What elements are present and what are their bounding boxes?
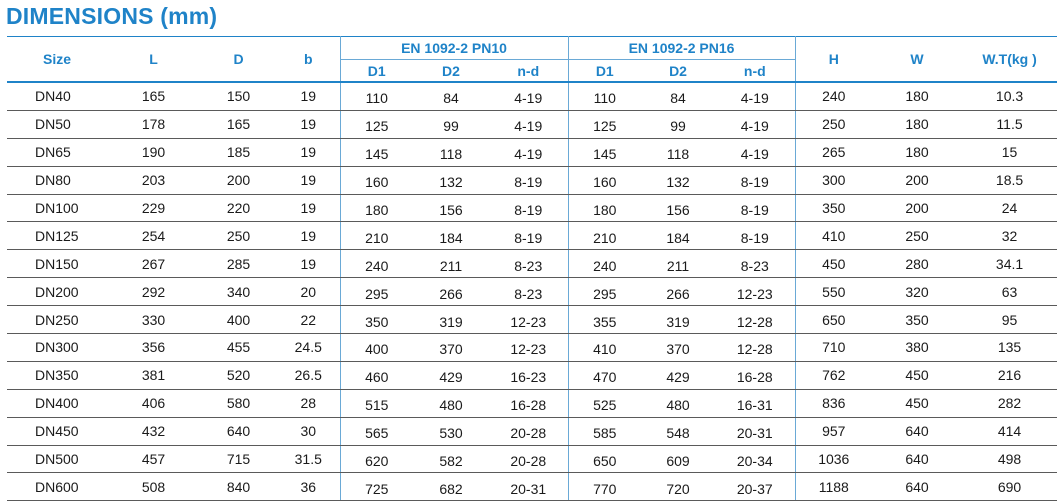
header-d: D bbox=[200, 37, 277, 83]
cell-pn16-d1: 160 bbox=[568, 166, 641, 194]
cell-pn16-d1: 240 bbox=[568, 250, 641, 278]
cell-size: DN80 bbox=[7, 166, 107, 194]
cell-b: 24.5 bbox=[277, 334, 340, 362]
table-row bbox=[7, 250, 1057, 278]
cell-pn16-d1: 470 bbox=[568, 361, 641, 389]
cell-pn10-d2: 582 bbox=[413, 445, 489, 473]
dimensions-table bbox=[7, 36, 1057, 501]
cell-pn10-nd: 4-19 bbox=[489, 82, 568, 110]
cell-b: 31.5 bbox=[277, 445, 340, 473]
table-row bbox=[7, 473, 1057, 501]
cell-wt: 18.5 bbox=[962, 166, 1057, 194]
cell-d: 520 bbox=[200, 361, 277, 389]
page-title: DIMENSIONS (mm) bbox=[6, 3, 218, 29]
cell-pn16-nd: 16-28 bbox=[715, 361, 795, 389]
cell-l: 356 bbox=[107, 334, 200, 362]
cell-pn16-d1: 410 bbox=[568, 334, 641, 362]
cell-h: 450 bbox=[795, 250, 872, 278]
cell-pn16-d2: 609 bbox=[641, 445, 715, 473]
cell-pn10-d2: 156 bbox=[413, 194, 489, 222]
cell-wt: 135 bbox=[962, 334, 1057, 362]
cell-h: 836 bbox=[795, 389, 872, 417]
cell-pn16-nd: 8-19 bbox=[715, 166, 795, 194]
cell-d: 840 bbox=[200, 473, 277, 501]
cell-pn10-d1: 725 bbox=[340, 473, 413, 501]
cell-w: 250 bbox=[872, 222, 962, 250]
table-row bbox=[7, 110, 1057, 138]
cell-pn10-d1: 240 bbox=[340, 250, 413, 278]
header-pn16: EN 1092-2 PN16 bbox=[568, 37, 795, 60]
cell-b: 19 bbox=[277, 222, 340, 250]
cell-b: 22 bbox=[277, 306, 340, 334]
cell-pn16-d2: 720 bbox=[641, 473, 715, 501]
cell-pn10-d2: 118 bbox=[413, 138, 489, 166]
cell-pn10-d2: 319 bbox=[413, 306, 489, 334]
cell-pn10-d1: 110 bbox=[340, 82, 413, 110]
cell-h: 957 bbox=[795, 417, 872, 445]
table-row bbox=[7, 222, 1057, 250]
cell-pn10-nd: 12-23 bbox=[489, 306, 568, 334]
cell-pn16-nd: 8-19 bbox=[715, 194, 795, 222]
cell-wt: 24 bbox=[962, 194, 1057, 222]
cell-d: 200 bbox=[200, 166, 277, 194]
cell-wt: 498 bbox=[962, 445, 1057, 473]
cell-pn10-d1: 565 bbox=[340, 417, 413, 445]
cell-l: 229 bbox=[107, 194, 200, 222]
cell-pn10-nd: 20-28 bbox=[489, 417, 568, 445]
cell-h: 1036 bbox=[795, 445, 872, 473]
cell-pn16-d2: 156 bbox=[641, 194, 715, 222]
cell-w: 350 bbox=[872, 306, 962, 334]
cell-h: 550 bbox=[795, 278, 872, 306]
cell-size: DN350 bbox=[7, 361, 107, 389]
cell-d: 640 bbox=[200, 417, 277, 445]
cell-l: 203 bbox=[107, 166, 200, 194]
cell-h: 1188 bbox=[795, 473, 872, 501]
cell-pn16-d1: 110 bbox=[568, 82, 641, 110]
cell-pn16-d2: 99 bbox=[641, 110, 715, 138]
cell-d: 150 bbox=[200, 82, 277, 110]
cell-pn10-nd: 4-19 bbox=[489, 138, 568, 166]
cell-pn16-nd: 20-31 bbox=[715, 417, 795, 445]
cell-pn10-d2: 184 bbox=[413, 222, 489, 250]
cell-pn10-d2: 266 bbox=[413, 278, 489, 306]
cell-w: 180 bbox=[872, 82, 962, 110]
header-wt: W.T(kg ) bbox=[962, 37, 1057, 83]
cell-pn10-d1: 515 bbox=[340, 389, 413, 417]
cell-pn16-nd: 12-23 bbox=[715, 278, 795, 306]
cell-w: 640 bbox=[872, 417, 962, 445]
cell-w: 180 bbox=[872, 110, 962, 138]
cell-h: 250 bbox=[795, 110, 872, 138]
cell-l: 178 bbox=[107, 110, 200, 138]
cell-w: 200 bbox=[872, 194, 962, 222]
cell-wt: 95 bbox=[962, 306, 1057, 334]
header-l: L bbox=[107, 37, 200, 83]
cell-pn16-d1: 770 bbox=[568, 473, 641, 501]
header-w: W bbox=[872, 37, 962, 83]
cell-wt: 414 bbox=[962, 417, 1057, 445]
cell-pn10-nd: 8-23 bbox=[489, 278, 568, 306]
cell-w: 200 bbox=[872, 166, 962, 194]
header-pn16-d1: D1 bbox=[568, 60, 641, 83]
cell-h: 300 bbox=[795, 166, 872, 194]
cell-pn10-d1: 620 bbox=[340, 445, 413, 473]
cell-pn10-d2: 84 bbox=[413, 82, 489, 110]
cell-b: 20 bbox=[277, 278, 340, 306]
cell-pn10-d2: 370 bbox=[413, 334, 489, 362]
cell-pn16-d2: 84 bbox=[641, 82, 715, 110]
cell-size: DN150 bbox=[7, 250, 107, 278]
cell-pn10-nd: 8-19 bbox=[489, 166, 568, 194]
cell-pn10-d2: 211 bbox=[413, 250, 489, 278]
cell-pn10-d1: 125 bbox=[340, 110, 413, 138]
cell-l: 432 bbox=[107, 417, 200, 445]
cell-pn16-nd: 4-19 bbox=[715, 110, 795, 138]
cell-pn10-nd: 12-23 bbox=[489, 334, 568, 362]
cell-l: 292 bbox=[107, 278, 200, 306]
table-row bbox=[7, 166, 1057, 194]
cell-pn16-nd: 16-31 bbox=[715, 389, 795, 417]
cell-h: 350 bbox=[795, 194, 872, 222]
cell-pn10-d1: 180 bbox=[340, 194, 413, 222]
cell-size: DN500 bbox=[7, 445, 107, 473]
header-b: b bbox=[277, 37, 340, 83]
cell-wt: 10.3 bbox=[962, 82, 1057, 110]
cell-pn10-d1: 350 bbox=[340, 306, 413, 334]
cell-pn16-d1: 180 bbox=[568, 194, 641, 222]
cell-d: 250 bbox=[200, 222, 277, 250]
header-pn10-nd: n-d bbox=[489, 60, 568, 83]
cell-h: 265 bbox=[795, 138, 872, 166]
header-pn10-d1: D1 bbox=[340, 60, 413, 83]
cell-l: 508 bbox=[107, 473, 200, 501]
cell-pn16-d2: 184 bbox=[641, 222, 715, 250]
cell-pn16-d1: 525 bbox=[568, 389, 641, 417]
cell-b: 28 bbox=[277, 389, 340, 417]
cell-pn16-d1: 295 bbox=[568, 278, 641, 306]
cell-size: DN300 bbox=[7, 334, 107, 362]
table-row bbox=[7, 417, 1057, 445]
header-size: Size bbox=[7, 37, 107, 83]
cell-pn16-d1: 355 bbox=[568, 306, 641, 334]
cell-pn10-d1: 460 bbox=[340, 361, 413, 389]
cell-pn10-d1: 295 bbox=[340, 278, 413, 306]
cell-wt: 15 bbox=[962, 138, 1057, 166]
cell-size: DN65 bbox=[7, 138, 107, 166]
cell-w: 450 bbox=[872, 389, 962, 417]
header-pn16-nd: n-d bbox=[715, 60, 795, 83]
cell-b: 36 bbox=[277, 473, 340, 501]
cell-pn16-d2: 211 bbox=[641, 250, 715, 278]
cell-b: 19 bbox=[277, 166, 340, 194]
cell-wt: 11.5 bbox=[962, 110, 1057, 138]
table-row bbox=[7, 361, 1057, 389]
cell-pn16-nd: 20-34 bbox=[715, 445, 795, 473]
table-row bbox=[7, 194, 1057, 222]
cell-pn16-nd: 12-28 bbox=[715, 334, 795, 362]
cell-size: DN400 bbox=[7, 389, 107, 417]
header-pn16-d2: D2 bbox=[641, 60, 715, 83]
cell-l: 381 bbox=[107, 361, 200, 389]
cell-b: 19 bbox=[277, 82, 340, 110]
cell-pn16-nd: 4-19 bbox=[715, 138, 795, 166]
cell-b: 26.5 bbox=[277, 361, 340, 389]
table-row bbox=[7, 334, 1057, 362]
cell-l: 190 bbox=[107, 138, 200, 166]
cell-wt: 63 bbox=[962, 278, 1057, 306]
cell-pn10-d2: 132 bbox=[413, 166, 489, 194]
cell-d: 165 bbox=[200, 110, 277, 138]
cell-pn10-nd: 8-19 bbox=[489, 194, 568, 222]
cell-l: 254 bbox=[107, 222, 200, 250]
table-row bbox=[7, 445, 1057, 473]
cell-pn10-d1: 145 bbox=[340, 138, 413, 166]
cell-pn10-d2: 429 bbox=[413, 361, 489, 389]
cell-b: 19 bbox=[277, 194, 340, 222]
cell-w: 320 bbox=[872, 278, 962, 306]
cell-pn10-nd: 16-28 bbox=[489, 389, 568, 417]
cell-h: 762 bbox=[795, 361, 872, 389]
header-h: H bbox=[795, 37, 872, 83]
cell-pn10-d1: 210 bbox=[340, 222, 413, 250]
header-pn10: EN 1092-2 PN10 bbox=[340, 37, 568, 60]
cell-size: DN450 bbox=[7, 417, 107, 445]
cell-d: 340 bbox=[200, 278, 277, 306]
cell-pn10-d1: 160 bbox=[340, 166, 413, 194]
cell-pn10-nd: 16-23 bbox=[489, 361, 568, 389]
cell-pn16-d2: 480 bbox=[641, 389, 715, 417]
cell-b: 19 bbox=[277, 250, 340, 278]
table-row bbox=[7, 389, 1057, 417]
cell-d: 400 bbox=[200, 306, 277, 334]
table-row bbox=[7, 138, 1057, 166]
cell-h: 650 bbox=[795, 306, 872, 334]
cell-pn16-d2: 548 bbox=[641, 417, 715, 445]
cell-wt: 34.1 bbox=[962, 250, 1057, 278]
cell-pn10-nd: 4-19 bbox=[489, 110, 568, 138]
cell-wt: 282 bbox=[962, 389, 1057, 417]
cell-size: DN600 bbox=[7, 473, 107, 501]
cell-size: DN40 bbox=[7, 82, 107, 110]
cell-pn10-d2: 530 bbox=[413, 417, 489, 445]
cell-pn16-d1: 585 bbox=[568, 417, 641, 445]
cell-pn10-d2: 99 bbox=[413, 110, 489, 138]
cell-d: 455 bbox=[200, 334, 277, 362]
cell-pn16-nd: 20-37 bbox=[715, 473, 795, 501]
cell-h: 410 bbox=[795, 222, 872, 250]
cell-pn10-nd: 8-19 bbox=[489, 222, 568, 250]
cell-pn16-d2: 132 bbox=[641, 166, 715, 194]
cell-pn16-d2: 370 bbox=[641, 334, 715, 362]
cell-d: 715 bbox=[200, 445, 277, 473]
cell-pn16-d2: 266 bbox=[641, 278, 715, 306]
cell-w: 180 bbox=[872, 138, 962, 166]
cell-pn16-d1: 145 bbox=[568, 138, 641, 166]
cell-pn16-nd: 4-19 bbox=[715, 82, 795, 110]
cell-l: 165 bbox=[107, 82, 200, 110]
table-row bbox=[7, 306, 1057, 334]
table-header bbox=[7, 37, 1057, 83]
cell-d: 580 bbox=[200, 389, 277, 417]
cell-wt: 216 bbox=[962, 361, 1057, 389]
cell-l: 267 bbox=[107, 250, 200, 278]
cell-pn10-d2: 682 bbox=[413, 473, 489, 501]
cell-pn16-d2: 118 bbox=[641, 138, 715, 166]
table-row bbox=[7, 82, 1057, 110]
header-pn10-d2: D2 bbox=[413, 60, 489, 83]
cell-pn16-d1: 210 bbox=[568, 222, 641, 250]
cell-size: DN250 bbox=[7, 306, 107, 334]
cell-pn10-nd: 8-23 bbox=[489, 250, 568, 278]
cell-w: 450 bbox=[872, 361, 962, 389]
cell-w: 640 bbox=[872, 445, 962, 473]
cell-pn16-nd: 8-23 bbox=[715, 250, 795, 278]
cell-h: 710 bbox=[795, 334, 872, 362]
cell-pn16-d1: 125 bbox=[568, 110, 641, 138]
cell-h: 240 bbox=[795, 82, 872, 110]
cell-w: 280 bbox=[872, 250, 962, 278]
cell-w: 640 bbox=[872, 473, 962, 501]
cell-wt: 690 bbox=[962, 473, 1057, 501]
cell-pn16-d1: 650 bbox=[568, 445, 641, 473]
cell-pn16-d2: 429 bbox=[641, 361, 715, 389]
cell-size: DN50 bbox=[7, 110, 107, 138]
cell-d: 285 bbox=[200, 250, 277, 278]
table-row bbox=[7, 278, 1057, 306]
cell-pn10-nd: 20-28 bbox=[489, 445, 568, 473]
cell-l: 406 bbox=[107, 389, 200, 417]
cell-pn16-d2: 319 bbox=[641, 306, 715, 334]
table-body bbox=[7, 82, 1057, 501]
cell-l: 457 bbox=[107, 445, 200, 473]
cell-pn10-d1: 400 bbox=[340, 334, 413, 362]
cell-size: DN100 bbox=[7, 194, 107, 222]
cell-pn16-nd: 12-28 bbox=[715, 306, 795, 334]
cell-d: 220 bbox=[200, 194, 277, 222]
cell-w: 380 bbox=[872, 334, 962, 362]
cell-size: DN200 bbox=[7, 278, 107, 306]
cell-pn10-nd: 20-31 bbox=[489, 473, 568, 501]
cell-b: 19 bbox=[277, 138, 340, 166]
cell-b: 19 bbox=[277, 110, 340, 138]
cell-pn16-nd: 8-19 bbox=[715, 222, 795, 250]
cell-size: DN125 bbox=[7, 222, 107, 250]
cell-l: 330 bbox=[107, 306, 200, 334]
cell-pn10-d2: 480 bbox=[413, 389, 489, 417]
cell-b: 30 bbox=[277, 417, 340, 445]
cell-d: 185 bbox=[200, 138, 277, 166]
cell-wt: 32 bbox=[962, 222, 1057, 250]
